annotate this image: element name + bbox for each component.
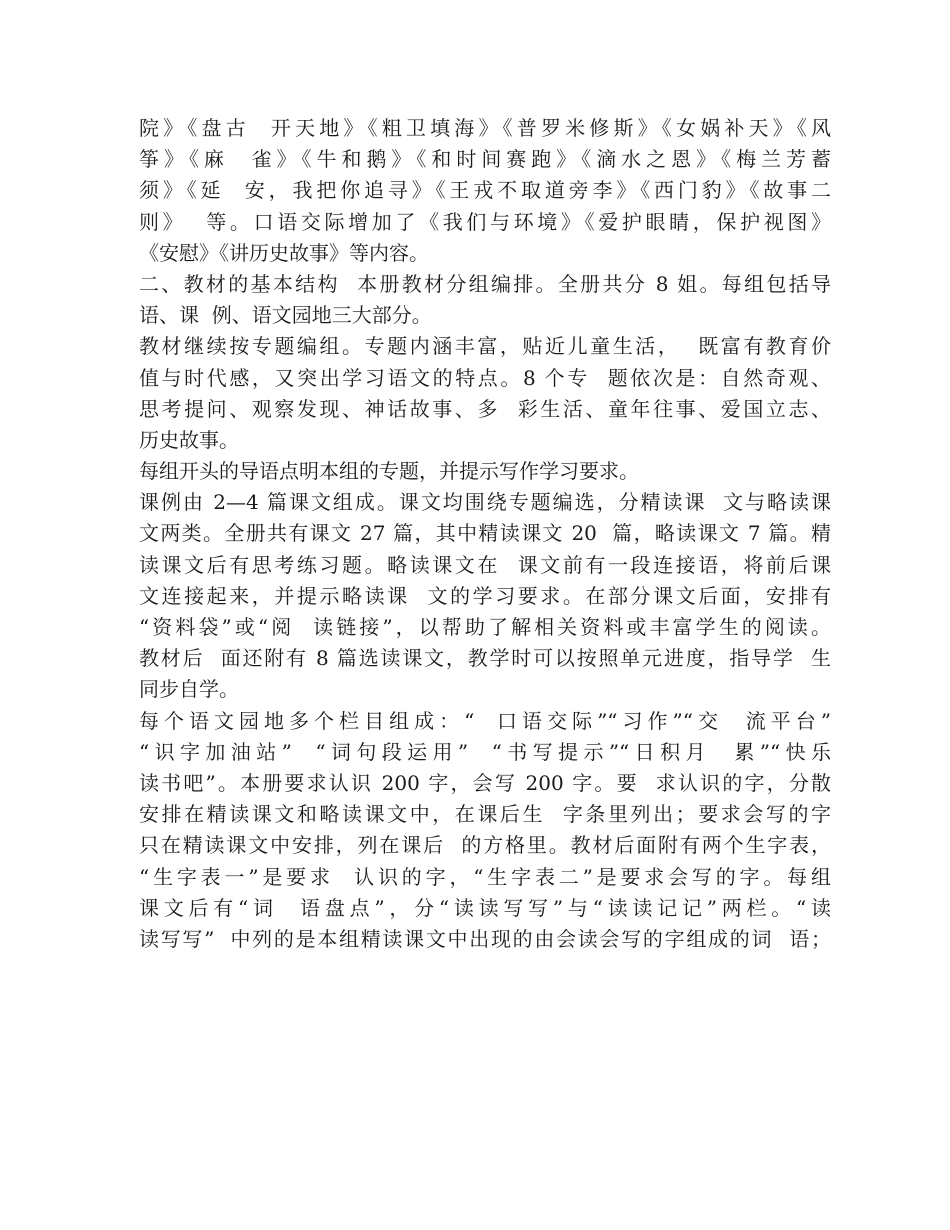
text-line: 同步自学。	[139, 677, 239, 702]
text-line: 思考提问、观察发现、神话故事、多 彩生活、童年往事、爱国立志、	[139, 396, 831, 421]
section-heading-line: 二、教材的基本结构 本册教材分组编排。全册共分 8 姐。每组包括导	[139, 271, 831, 296]
text-line: 文连接起来，并提示略读课 文的学习要求。在部分课文后面，安排有	[139, 583, 831, 608]
text-line: 文两类。全册共有课文 27 篇，其中精读课文 20 篇，略读课文 7 篇。精	[139, 521, 831, 546]
text-line: 值与时代感，又突出学习语文的特点。8 个专 题依次是：自然奇观、	[139, 365, 831, 390]
text-line: 课例由 2—4 篇课文组成。课文均围绕专题编选，分精读课 文与略读课	[139, 490, 831, 515]
text-line: 每个语文园地多个栏目组成：“ 口语交际”“习作”“交 流平台”	[139, 708, 831, 733]
text-line: 筝》《麻 雀》《牛和鹅》《和时间赛跑》《滴水之恩》《梅兰芳蓄	[139, 147, 831, 172]
text-line: 读书吧”。本册要求认识 200 字，会写 200 字。要 求认识的字，分散	[139, 770, 831, 795]
text-line: 课文后有“词 语盘点”，分“读读写写”与“读读记记”两栏。“读	[139, 895, 831, 920]
text-line: 院》《盘古 开天地》《粗卫填海》《普罗米修斯》《女娲补天》《风	[139, 116, 831, 140]
text-line: 每组开头的导语点明本组的专题，并提示写作学习要求。	[139, 459, 639, 484]
text-line: 读写写” 中列的是本组精读课文中出现的由会读会写的字组成的词 语；	[139, 926, 831, 951]
text-line: 读课文后有思考练习题。略读课文在 课文前有一段连接语，将前后课	[139, 552, 831, 577]
text-line: 安排在精读课文和略读课文中，在课后生 字条里列出；要求会写的字	[139, 802, 831, 827]
text-line: 历史故事。	[139, 427, 239, 452]
text-line: 《安慰》《讲历史故事》等内容。	[139, 240, 429, 265]
text-line: 语、课 例、语文园地三大部分。	[139, 303, 432, 328]
document-body	[139, 113, 831, 955]
text-line: 则》 等。口语交际增加了《我们与环境》《爱护眼睛，保护视图》	[139, 209, 831, 234]
text-line: 教材后 面还附有 8 篇选读课文，教学时可以按照单元进度，指导学 生	[139, 646, 831, 671]
text-line: “识字加油站” “词句段运用” “书写提示”“日积月 累”“快乐	[139, 739, 831, 764]
text-line: 只在精读课文中安排，列在课后 的方格里。教材后面附有两个生字表，	[139, 833, 831, 858]
text-line: “资料袋”或“阅 读链接”，以帮助了解相关资料或丰富学生的阅读。	[139, 615, 831, 639]
text-line: 须》《延 安，我把你追寻》《王戎不取道旁李》《西门豹》《故事二	[139, 178, 831, 203]
text-line: 教材继续按专题编组。专题内涵丰富，贴近儿童生活， 既富有教育价	[139, 334, 831, 359]
text-line: “生字表一”是要求 认识的字，“生字表二”是要求会写的字。每组	[139, 864, 831, 889]
